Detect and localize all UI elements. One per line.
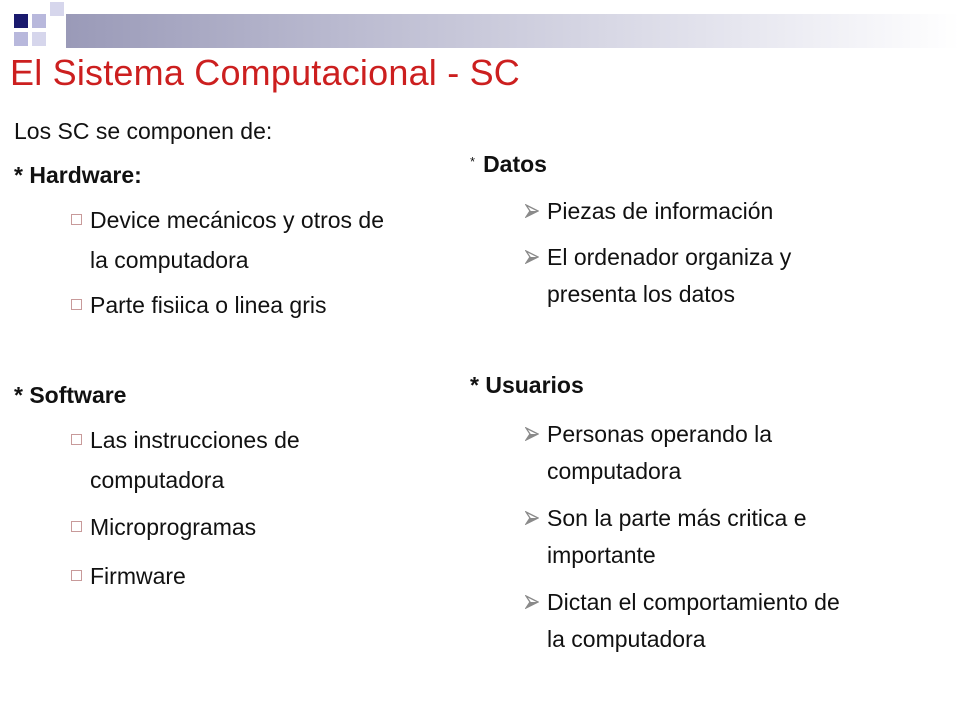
software-heading: * Software — [14, 382, 127, 408]
slide-title: El Sistema Computacional - SC — [10, 52, 520, 93]
arrow-bullet-icon — [525, 511, 539, 525]
usuarios-item-3-line1: Dictan el comportamiento de — [547, 589, 840, 615]
usuarios-item-1-line1: Personas operando la — [547, 421, 773, 447]
usuarios-item-2-line1: Son la parte más critica e — [547, 505, 807, 531]
hardware-item-1-line1: Device mecánicos y otros de — [90, 207, 385, 233]
arrow-bullet-icon — [525, 250, 539, 264]
square-bullet-icon — [71, 521, 82, 532]
header-square-navy — [14, 14, 28, 28]
square-bullet-icon — [71, 434, 82, 445]
datos-item-2-line2: presenta los datos — [547, 281, 735, 307]
datos-item-2-line1: El ordenador organiza y — [547, 244, 792, 270]
header-square-pale — [50, 2, 64, 16]
datos-star: * — [470, 154, 476, 169]
usuarios-item-2-line2: importante — [547, 542, 656, 568]
usuarios-item-3-line2: la computadora — [547, 626, 706, 652]
square-bullet-icon — [71, 299, 82, 310]
hardware-heading: * Hardware: — [14, 162, 142, 188]
software-item-1-line2: computadora — [90, 467, 225, 493]
datos-item-1-line1: Piezas de información — [547, 198, 774, 224]
arrow-bullet-icon — [525, 595, 539, 609]
datos-heading-line — [470, 145, 547, 181]
arrow-bullet-icon — [525, 204, 539, 218]
hardware-item-2-line1: Parte fisiica o linea gris — [90, 292, 327, 318]
header-square-lavender — [32, 14, 46, 28]
header-square-pale-2 — [32, 32, 46, 46]
usuarios-heading: * Usuarios — [470, 372, 584, 398]
header-square-lavender-2 — [14, 32, 28, 46]
datos-heading: Datos — [483, 151, 547, 177]
header-gradient-bar — [66, 14, 960, 48]
square-bullet-icon — [71, 570, 82, 581]
software-item-1-line1: Las instrucciones de — [90, 427, 300, 453]
intro-text: Los SC se componen de: — [14, 118, 273, 144]
software-item-3-line1: Firmware — [90, 563, 186, 589]
software-item-2-line1: Microprogramas — [90, 514, 257, 540]
arrow-bullet-icon — [525, 427, 539, 441]
usuarios-item-1-line2: computadora — [547, 458, 682, 484]
hardware-item-1-line2: la computadora — [90, 247, 249, 273]
square-bullet-icon — [71, 214, 82, 225]
